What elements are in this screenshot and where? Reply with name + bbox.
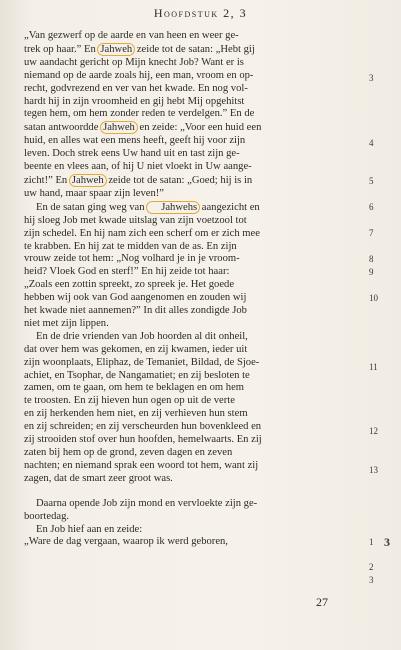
running-head: Hoofdstuk 2, 3: [153, 6, 248, 20]
circled-name: Jahweh: [100, 121, 138, 134]
text-line: „Zoals een zottin spreekt, zo spreek je. Het goede: [24, 279, 235, 291]
text-line: niet met zijn lippen.: [24, 317, 109, 329]
verse-number: 10: [369, 293, 378, 303]
text-line: trek op haar.” En Jahweh zeide tot de satan: „Hebt gij: [24, 43, 255, 55]
verse-number: 12: [369, 426, 378, 436]
text-line: hebben wij ook van God aangenomen en zouden wij: [24, 292, 247, 304]
text-line: tegen hem, om hem zonder reden te verdelgen.” En de: [24, 108, 255, 120]
text-line: zamen, om te gaan, om hem te beklagen en om hem: [24, 382, 245, 394]
text-line: dat over hem was gekomen, en zij kwamen, ieder uit: [24, 343, 248, 355]
text-line: En de satan ging weg van Jahwehs aangezicht en: [36, 201, 260, 213]
circled-name: Jahweh: [69, 174, 107, 187]
text-line: recht, godvrezend en ver van het kwade. En nog vol-: [24, 82, 248, 94]
text-line: „Ware de dag vergaan, waarop ik werd geboren,: [24, 536, 228, 548]
text-line: uw aandacht gericht op Mijn knecht Job? Want er is: [24, 56, 244, 68]
text-line: en zij schreiden; en zij verscheurden hun bovenkleed en: [24, 421, 262, 433]
verse-number: 9: [369, 267, 374, 277]
text-line: zijn schedel. En hij nam zich een scherf om er zich mee: [24, 227, 260, 239]
page-number: 27: [316, 595, 328, 609]
text-line: te krabben. En hij zat te midden van de as. En zijn: [24, 240, 237, 252]
text-line: uw hand, maar spaar zijn leven!”: [24, 187, 165, 199]
verse-number: 13: [369, 465, 378, 475]
verse-number: 4: [369, 138, 374, 148]
text-line: Daarna opende Job zijn mond en vervloekte zijn ge-: [36, 497, 258, 509]
text-line: zaten bij hem op de grond, zeven dagen en zeven: [24, 447, 233, 458]
text-line: zijn woonplaats, Eliphaz, de Temaniet, Bildad, de Sjoe-: [24, 356, 260, 368]
text-line: beente en vlees aan, of hij U niet vloekt in Uw aange-: [24, 161, 252, 173]
text-line: hij sloeg Job met kwade uitslag van zijn voetzool tot: [24, 214, 247, 226]
text-line: heid? Vloek God en sterf!” En hij zeide tot haar:: [24, 266, 230, 278]
text-line: zicht!” En Jahweh zeide tot de satan: „Goed; hij is in: [24, 174, 253, 186]
text-line: „Van gezwerf op de aarde en van heen en weer ge-: [24, 30, 239, 41]
text-line: te troosten. En zij hieven hun ogen op uit de verte: [24, 395, 235, 407]
text-line: satan antwoordde Jahweh en zeide: „Voor een huid een: [24, 122, 262, 134]
text-line: En de drie vrienden van Job hoorden al dit onheil,: [36, 330, 248, 342]
verse-number: 5: [369, 176, 374, 186]
text-line: nachten; en niemand sprak een woord tot hem, want zij: [24, 459, 259, 471]
text-line: huid, en alles wat een mens heeft, geeft hij voor zijn: [24, 135, 246, 147]
verse-number: 8: [369, 254, 374, 264]
verse-number: 3: [369, 575, 374, 585]
text-line: achiet, en Tsophar, de Nangamatiet; en zij besloten te: [24, 369, 250, 381]
verse-number: 11: [369, 362, 378, 372]
chapter-number: 3: [384, 535, 390, 549]
text-line: zij strooiden stof over hun hoofden, hemelwaarts. En zij: [24, 434, 262, 446]
text-line: boortedag.: [24, 510, 70, 522]
verse-number: 2: [369, 562, 374, 572]
text-line: zagen, dat de smart zeer groot was.: [24, 472, 173, 484]
verse-number: 6: [369, 202, 374, 212]
verse-number: 7: [369, 228, 374, 238]
verse-number: 1: [369, 537, 374, 547]
text-line: En Job hief aan en zeide:: [36, 523, 143, 535]
chapter-2-text: [24, 30, 346, 549]
text-line: het kwade niet aannemen?” In dit alles zondigde Job: [24, 305, 247, 317]
verse-number: 3: [369, 73, 374, 83]
text-line: vrouw zeide tot hem: „Nog volhard je in je vroom-: [24, 253, 240, 265]
circled-name: Jahwehs: [146, 201, 200, 214]
text-line: niemand op de aarde zoals hij, een man, vroom en op-: [24, 69, 254, 81]
circled-name: Jahweh: [97, 43, 135, 56]
text-line: hardt hij in zijn vroomheid en gij hebt Mij opgehitst: [24, 95, 245, 107]
text-line: leven. Doch strek eens Uw hand uit en tast zijn ge-: [24, 148, 240, 160]
text-line: en zij herkenden hem niet, en zij verhieven hun stem: [24, 408, 248, 420]
